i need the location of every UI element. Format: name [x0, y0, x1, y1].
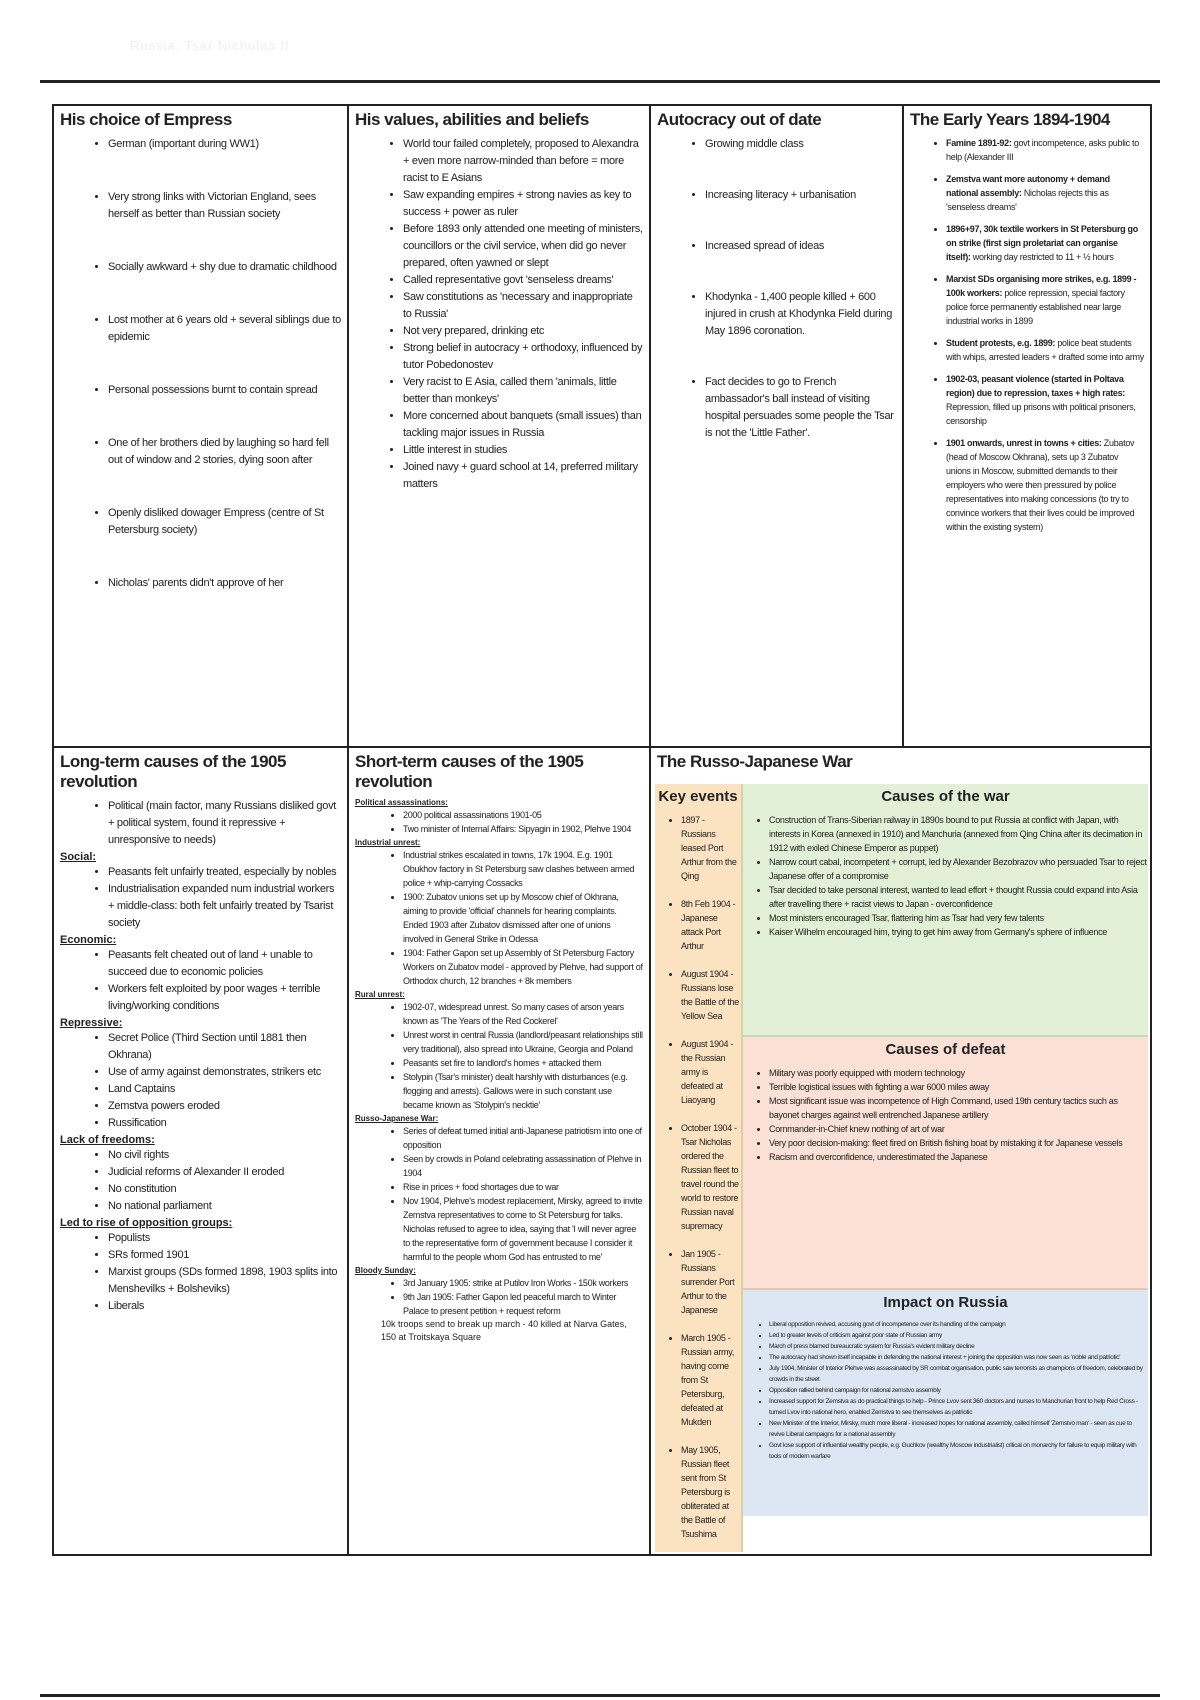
values-title: His values, abilities and beliefs	[355, 110, 589, 129]
short-term-group-item: • Nov 1904, Plehve's modest replacement, Mirsky, agreed to invite Zemstva representatives to come to St Petersburg for talks. Nicholas refused to agree to idea, saying that 'I will never agree to the representative form of government because I consider it harmful to the people whom God has entrusted to me'	[403, 1194, 643, 1264]
empress-cell	[54, 106, 347, 746]
impact-item: • Increased support for Zemstva as do practical things to help - Prince Lvov sent 360 doctors and nurses to Manchurian front to help Red Cross - turned Lvov into national hero, enabled Zemstva to see themselves as patriotic	[769, 1396, 1148, 1418]
empress-item: • German (important during WW1)	[108, 136, 341, 153]
short-term-group-heading: Rural unrest:	[355, 990, 405, 999]
causes-title: Causes of the war	[881, 788, 1010, 805]
bottom-rule	[40, 1694, 1160, 1697]
defeat-cause-item: • Terrible logistical issues with fighting a war 6000 miles away	[769, 1080, 1148, 1094]
early-years-item-lead: Marxist SDs organising more strikes, e.g. 1899 - 100k workers:	[946, 274, 1137, 298]
short-term-group-item: • Industrial strikes escalated in towns, 17k 1904. E.g. 1901 Obukhov factory in St Petersburg saw clashes between armed police + whip-carrying Cossacks	[403, 848, 643, 890]
early-years-item	[946, 272, 1144, 328]
early-years-item-lead: Student protests, e.g. 1899:	[946, 338, 1056, 348]
long-term-group-item: • No national parliament	[108, 1198, 341, 1215]
early-years-item-text: govt incompetence, asks public to help (Alexander III	[946, 138, 1139, 162]
impact-item: • July 1904, Minister of Interior Plehve was assassinated by SR combat organisation, public saw terrorists as champions of freedom, celebrated by crowds in the street	[769, 1363, 1148, 1385]
long-term-intro: • Political (main factor, many Russians disliked govt + political system, found it repressive + unresponsive to needs)	[108, 798, 341, 849]
short-term-group-item: • Series of defeat turned initial anti-Japanese patriotism into one of opposition	[403, 1124, 643, 1152]
empress-item: • One of her brothers died by laughing so hard fell out of window and 2 stories, dying soon after	[108, 435, 341, 469]
key-event-item: • Jan 1905 - Russians surrender Port Arthur to the Japanese	[681, 1247, 741, 1317]
autocracy-cell	[649, 106, 902, 746]
early-years-item-lead: Zemstva want more autonomy + demand national assembly:	[946, 174, 1110, 198]
causes-list	[743, 813, 1148, 939]
values-item: • World tour failed completely, proposed to Alexandra + even more narrow-minded than before = more racist to E Asians	[403, 136, 643, 187]
long-term-group-item: • Peasants felt unfairly treated, especially by nobles	[108, 864, 341, 881]
impact-item: • The autocracy had shown itself incapable in defending the national interest + joining the opposition was now seen as 'noble and patriotic'	[769, 1352, 1148, 1363]
long-term-group-list	[60, 1230, 341, 1315]
short-term-group-list	[355, 808, 643, 836]
early-years-item-text: working day restricted to 11 + ½ hours	[970, 252, 1114, 262]
defeat-list	[743, 1066, 1148, 1164]
war-cause-item: • Most ministers encouraged Tsar, flattering him as Tsar had very few talents	[769, 911, 1148, 925]
long-term-group-item: • Use of army against demonstrates, strikers etc	[108, 1064, 341, 1081]
long-term-group-item: • SRs formed 1901	[108, 1247, 341, 1264]
early-years-item	[946, 372, 1144, 428]
key-event-item: • August 1904 - Russians lose the Battle of the Yellow Sea	[681, 967, 741, 1023]
early-years-item-lead: Famine 1891-92:	[946, 138, 1012, 148]
autocracy-item: • Increasing literacy + urbanisation	[705, 187, 896, 204]
long-term-group-item: • No constitution	[108, 1181, 341, 1198]
empress-list	[60, 136, 341, 592]
short-term-group-heading: Russo-Japanese War:	[355, 1114, 439, 1123]
autocracy-item: • Growing middle class	[705, 136, 896, 153]
short-term-group-item: • 1904: Father Gapon set up Assembly of St Petersburg Factory Workers on Zubatov model - approved by Plehve, had support of Orthodox church, 12 branches + 8k members	[403, 946, 643, 988]
empress-item: • Openly disliked dowager Empress (centre of St Petersburg society)	[108, 505, 341, 539]
autocracy-title: Autocracy out of date	[657, 110, 822, 129]
defeat-cause-item: • Commander-in-Chief knew nothing of art of war	[769, 1122, 1148, 1136]
war-cause-item: • Construction of Trans-Siberian railway in 1890s bound to put Russia at conflict with Japan, with interests in Korea (annexed in 1910) and Manchuria (annexed from Qing China after its decimation in 1912 with exiled Chinese Emperor as puppet)	[769, 813, 1148, 855]
early-years-item-text: police repression, special factory police force permanently established near large industrial works in 1899	[946, 288, 1125, 326]
values-item: • Before 1893 only attended one meeting of ministers, councillors or the civil service, when did go never prepared, often yawned or slept	[403, 221, 643, 272]
long-term-group-list	[60, 864, 341, 932]
short-term-group-list	[355, 1124, 643, 1264]
page-header-faint: Russia: Tsar Nicholas II	[130, 38, 290, 53]
short-term-group-item: • Two minister of Internal Affairs: Sipyagin in 1902, Plehve 1904	[403, 822, 643, 836]
impact-list	[743, 1319, 1148, 1462]
impact-panel	[743, 1290, 1148, 1516]
short-term-cell	[347, 746, 649, 1554]
empress-item: • Lost mother at 6 years old + several siblings due to epidemic	[108, 312, 341, 346]
impact-title: Impact on Russia	[883, 1294, 1008, 1311]
war-cause-item: • Narrow court cabal, incompetent + corrupt, led by Alexander Bezobrazov who persuaded Tsar to reject Japanese offer of a compromise	[769, 855, 1148, 883]
long-term-group-item: • Marxist groups (SDs formed 1898, 1903 splits into Menshevilks + Bolsheviks)	[108, 1264, 341, 1298]
long-term-group-list	[60, 1030, 341, 1132]
values-item: • Called representative govt 'senseless dreams'	[403, 272, 643, 289]
impact-item: • Govt lose support of influential wealthy people, e.g. Guchkov (wealthy Moscow industrialist) critical on monarchy for failure to equip military with tools of modern warfare	[769, 1440, 1148, 1462]
short-term-group-heading: Bloody Sunday:	[355, 1266, 416, 1275]
short-term-group-item: • Stolypin (Tsar's minister) dealt harshly with disturbances (e.g. flogging and arrests). Gallows were in such constant use became known as 'Stolypin's necktie'	[403, 1070, 643, 1112]
long-term-group-heading: Economic:	[60, 934, 117, 946]
early-years-item-text: Nicholas rejects this as 'senseless dreams'	[946, 188, 1109, 212]
short-term-groups	[355, 798, 643, 1318]
short-term-group-item: • Rise in prices + food shortages due to war	[403, 1180, 643, 1194]
long-term-group-heading: Lack of freedoms:	[60, 1134, 155, 1146]
short-term-group-item: • 1900: Zubatov unions set up by Moscow chief of Okhrana, aiming to provide 'official' channels for hearing complaints. Ended 1903 after Zubatov dismissed after one of unions involved in General Strike in Odessa	[403, 890, 643, 946]
early-years-title: The Early Years 1894-1904	[910, 110, 1110, 129]
autocracy-item: • Increased spread of ideas	[705, 238, 896, 255]
russo-japanese-title: The Russo-Japanese War	[657, 752, 853, 771]
long-term-group-item: • Populists	[108, 1230, 341, 1247]
autocracy-item: • Fact decides to go to French ambassador's ball instead of visiting hospital persuades some people the Tsar is not the 'Little Father'.	[705, 374, 896, 442]
short-term-footer: 10k troops send to break up march - 40 killed at Narva Gates, 150 at Troitskaya Square	[381, 1319, 627, 1342]
empress-item: • Personal possessions burnt to contain spread	[108, 382, 341, 399]
defeat-title: Causes of defeat	[885, 1041, 1006, 1058]
long-term-group-item: • Peasants felt cheated out of land + unable to succeed due to economic policies	[108, 947, 341, 981]
key-event-item: • October 1904 - Tsar Nicholas ordered the Russian fleet to travel round the world to restore Russian naval supremacy	[681, 1121, 741, 1233]
key-event-item: • March 1905 - Russian army, having come from St Petersburg, defeated at Mukden	[681, 1331, 741, 1429]
early-years-item	[946, 136, 1144, 164]
defeat-cause-item: • Military was poorly equipped with modern technology	[769, 1066, 1148, 1080]
early-years-item	[946, 436, 1144, 534]
long-term-group-item: • Industrialisation expanded num industrial workers + middle-class: both felt unfairly treated by Tsarist society	[108, 881, 341, 932]
impact-item: • Liberal opposition revived, accusing govt of incompetence over its handling of the campaign	[769, 1319, 1148, 1330]
early-years-item-lead: 1902-03, peasant violence (started in Poltava region) due to repression, taxes + high rates:	[946, 374, 1125, 398]
empress-item: • Very strong links with Victorian England, sees herself as better than Russian society	[108, 189, 341, 223]
early-years-item	[946, 222, 1144, 264]
long-term-group-item: • Zemstva powers eroded	[108, 1098, 341, 1115]
empress-title: His choice of Empress	[60, 110, 232, 129]
early-years-item-lead: 1896+97, 30k textile workers in St Petersburg go on strike (first sign proletariat can organise itself):	[946, 224, 1138, 262]
key-event-item: • May 1905, Russian fleet sent from St Petersburg is obliterated at the Battle of Tsushima	[681, 1443, 741, 1541]
values-item: • Saw constitutions as 'necessary and inappropriate to Russia'	[403, 289, 643, 323]
short-term-group-item: • Unrest worst in central Russia (landlord/peasant relationships still very traditional), also spread into Ukraine, Georgia and Poland	[403, 1028, 643, 1056]
short-term-group-item: • 1902-07, widespread unrest. So many cases of arson years known as 'The Years of the Red Cockerel'	[403, 1000, 643, 1028]
long-term-group-item: • Workers felt exploited by poor wages + terrible living/working conditions	[108, 981, 341, 1015]
impact-item: • Led to greater levels of criticism against poor state of Russian army	[769, 1330, 1148, 1341]
defeat-cause-item: • Most significant issue was incompetence of High Command, used 19th century tactics such as bayonet charges against well entrenched Japanese artillery	[769, 1094, 1148, 1122]
impact-item: • Opposition rallied behind campaign for national zemstvo assembly	[769, 1385, 1148, 1396]
values-item: • More concerned about banquets (small issues) than tackling major issues in Russia	[403, 408, 643, 442]
short-term-group-list	[355, 1000, 643, 1112]
long-term-cell	[54, 746, 347, 1554]
long-term-group-item: • Judicial reforms of Alexander II eroded	[108, 1164, 341, 1181]
long-term-group-heading: Repressive:	[60, 1017, 123, 1029]
autocracy-item: • Khodynka - 1,400 people killed + 600 injured in crush at Khodynka Field during May 1896 coronation.	[705, 289, 896, 340]
long-term-group-item: • Secret Police (Third Section until 1881 then Okhrana)	[108, 1030, 341, 1064]
early-years-item	[946, 172, 1144, 214]
long-term-group-list	[60, 947, 341, 1015]
values-item: • Little interest in studies	[403, 442, 643, 459]
values-item: • Strong belief in autocracy + orthodoxy, influenced by tutor Pobedonostev	[403, 340, 643, 374]
long-term-group-item: • Land Captains	[108, 1081, 341, 1098]
short-term-group-heading: Industrial unrest:	[355, 838, 421, 847]
long-term-group-list	[60, 1147, 341, 1215]
early-years-item-lead: 1901 onwards, unrest in towns + cities:	[946, 438, 1102, 448]
values-item: • Saw expanding empires + strong navies as key to success + power as ruler	[403, 187, 643, 221]
key-events-list	[655, 813, 741, 1541]
defeat-cause-item: • Racism and overconfidence, underestimated the Japanese	[769, 1150, 1148, 1164]
long-term-group-item: • No civil rights	[108, 1147, 341, 1164]
short-term-group-heading: Political assassinations:	[355, 798, 448, 807]
causes-panel	[743, 784, 1148, 1037]
long-term-group-heading: Social:	[60, 851, 97, 863]
long-term-group-heading: Led to rise of opposition groups:	[60, 1217, 233, 1229]
short-term-group-item: • 2000 political assassinations 1901-05	[403, 808, 643, 822]
key-event-item: • August 1904 - the Russian army is defeated at Liaoyang	[681, 1037, 741, 1107]
empress-item: • Socially awkward + shy due to dramatic childhood	[108, 259, 341, 276]
war-cause-item: • Tsar decided to take personal interest, wanted to lead effort + thought Russia could expand into Asia after travelling there + racist views to Japan - overconfidence	[769, 883, 1148, 911]
early-years-item-text: Zubatov (head of Moscow Okhrana), sets up 3 Zubatov unions in Moscow, submitted demands to their employers who were then pressured by police representatives into making concessions (to try to convince workers that their lives could be improved within the existing system)	[946, 438, 1135, 532]
short-term-group-item: • 3rd January 1905: strike at Putilov Iron Works - 150k workers	[403, 1276, 643, 1290]
values-list	[355, 136, 643, 493]
values-item: • Joined navy + guard school at 14, preferred military matters	[403, 459, 643, 493]
short-term-group-item: • Peasants set fire to landlord's homes + attacked them	[403, 1056, 643, 1070]
top-rule	[40, 80, 1160, 83]
empress-item: • Nicholas' parents didn't approve of her	[108, 575, 341, 592]
long-term-title: Long-term causes of the 1905 revolution	[60, 752, 286, 791]
defeat-cause-item: • Very poor decision-making: fleet fired on British fishing boat by mistaking it for Japanese vessels	[769, 1136, 1148, 1150]
revision-grid	[52, 104, 1152, 1556]
values-cell	[347, 106, 649, 746]
short-term-group-list	[355, 848, 643, 988]
key-event-item: • 1897 - Russians leased Port Arthur from the Qing	[681, 813, 741, 883]
early-years-list	[910, 136, 1144, 534]
impact-item: • March of press blamed bureaucratic system for Russia's evident military decline	[769, 1341, 1148, 1352]
short-term-group-item: • 9th Jan 1905: Father Gapon led peaceful march to Winter Palace to present petition + request reform	[403, 1290, 643, 1318]
early-years-item-text: police beat students with whips, arrested leaders + drafted some into army	[946, 338, 1144, 362]
short-term-group-item: • Seen by crowds in Poland celebrating assassination of Plehve in 1904	[403, 1152, 643, 1180]
key-events-panel	[655, 784, 743, 1552]
defeat-panel	[743, 1037, 1148, 1290]
long-term-group-item: • Russification	[108, 1115, 341, 1132]
russo-japanese-cell	[649, 746, 1150, 1554]
values-item: • Very racist to E Asia, called them 'animals, little better than monkeys'	[403, 374, 643, 408]
short-term-title: Short-term causes of the 1905 revolution	[355, 752, 584, 791]
long-term-intro-list	[60, 798, 341, 849]
long-term-groups	[60, 851, 341, 1315]
early-years-cell	[902, 106, 1150, 746]
values-item: • Not very prepared, drinking etc	[403, 323, 643, 340]
autocracy-list	[657, 136, 896, 442]
early-years-item	[946, 336, 1144, 364]
key-event-item: • 8th Feb 1904 - Japanese attack Port Arthur	[681, 897, 741, 953]
impact-item: • New Minister of the Interior, Mirsky, much more liberal - increased hopes for national assembly, called himself 'Zemstvo man' - seen as cue to revive Liberal campaigns for a national assembly	[769, 1418, 1148, 1440]
war-cause-item: • Kaiser Wilhelm encouraged him, trying to get him away from Germany's sphere of influence	[769, 925, 1148, 939]
early-years-item-text: Repression, filled up prisons with political prisoners, censorship	[946, 402, 1136, 426]
long-term-group-item: • Liberals	[108, 1298, 341, 1315]
short-term-group-list	[355, 1276, 643, 1318]
key-events-title: Key events	[658, 788, 738, 805]
